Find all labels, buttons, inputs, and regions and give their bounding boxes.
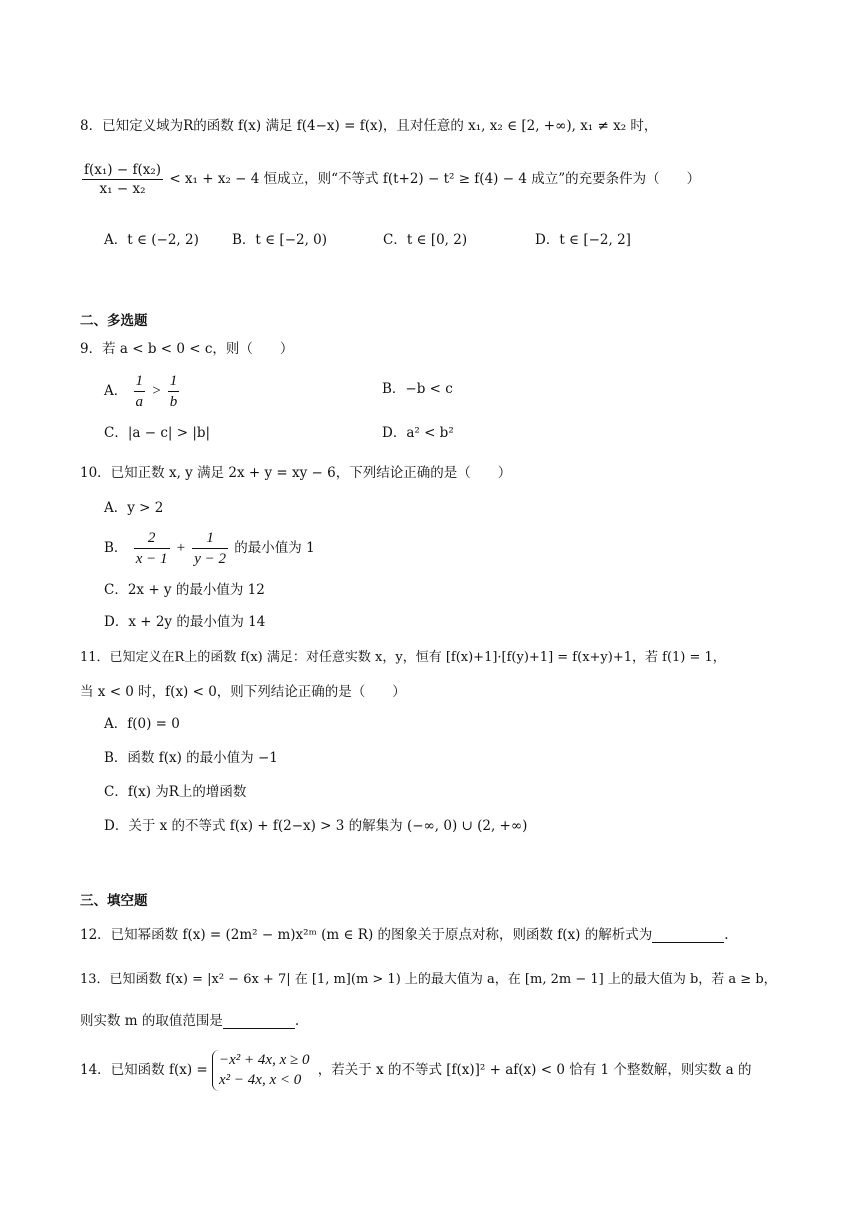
q11-option-a: A．f(0) = 0: [104, 716, 180, 732]
q10-option-d: D．x + 2y 的最小值为 14: [104, 614, 266, 630]
q10-option-b: [104, 529, 315, 568]
q8-option-d: D．t ∈ [−2, 2]: [535, 232, 631, 248]
q10-option-c: C．2x + y 的最小值为 12: [104, 582, 265, 598]
q12-end: .: [724, 927, 729, 943]
section-multiple-choice-heading: 二、多选题: [80, 313, 148, 329]
q10-option-b-frac1: [134, 529, 170, 568]
q8-fraction-denominator: x₁ − x₂: [99, 181, 146, 198]
q8-line2-rest: < x₁ + x₂ − 4 恒成立，则“不等式 f(t+2) − t² ≥ f(4) − 4 成立”的充要条件为（ ）: [169, 171, 701, 188]
q11-line2: 当 x < 0 时，f(x) < 0，则下列结论正确的是（ ）: [80, 684, 406, 700]
q10-frac2-den: y − 2: [194, 551, 226, 567]
q13-line1: 13．已知函数 f(x) = |x² − 6x + 7| 在 [1, m](m > 1) 上的最大值为 a，在 [m, 2m − 1] 上的最大值为 b，若 a ≥ b，: [80, 972, 777, 987]
q9-option-a-label: A．: [104, 383, 128, 399]
q10-stem: 10．已知正数 x, y 满足 2x + y = xy − 6，下列结论正确的是（ ）: [80, 465, 512, 481]
q9-frac1-den: a: [135, 394, 144, 410]
q9-option-a: [104, 372, 181, 411]
q8-option-c: C．t ∈ [0, 2): [383, 232, 468, 248]
q10-option-b-tail: 的最小值为 1: [234, 540, 315, 556]
q9-option-c: C．|a − c| > |b|: [104, 425, 211, 441]
q14-case-2: x² − 4x, x < 0: [219, 1072, 302, 1089]
q13-end: .: [294, 1013, 300, 1029]
q14-piecewise-cases: [212, 1050, 313, 1091]
q11-option-c: C．f(x) 为R上的增函数: [104, 784, 247, 800]
section-fill-blank-heading: 三、填空题: [80, 893, 148, 909]
q9-frac2-den: b: [169, 394, 178, 410]
q9-frac1-num: 1: [134, 372, 146, 392]
q10-option-b-frac2: [192, 529, 228, 568]
q9-option-a-gt: >: [151, 383, 162, 399]
q10-option-b-label: B．: [104, 540, 128, 556]
q8-line2: [80, 162, 700, 197]
q8-option-b: B．t ∈ [−2, 0): [232, 232, 328, 248]
q13-line2-text: 则实数 m 的取值范围是: [80, 1013, 223, 1029]
q9-stem: 9．若 a < b < 0 < c，则（ ）: [80, 341, 294, 357]
q10-frac2-num: 1: [192, 529, 228, 549]
q10-frac1-num: 2: [134, 529, 170, 549]
q14-tail: ，若关于 x 的不等式 [f(x)]² + af(x) < 0 恰有 1 个整数解，则实数 a 的: [317, 1061, 752, 1078]
q12-line: [80, 927, 729, 943]
q9-option-a-frac2: [168, 372, 180, 411]
q14-case-1: −x² + 4x, x ≥ 0: [219, 1052, 310, 1068]
q8-line1: 8．已知定义域为R的函数 f(x) 满足 f(4−x) = f(x)，且对任意的 x₁, x₂ ∈ [2, +∞), x₁ ≠ x₂ 时，: [80, 118, 658, 134]
q10-frac1-den: x − 1: [135, 551, 168, 567]
q8-option-a: A．t ∈ (−2, 2): [104, 232, 199, 248]
q11-line1: 11．已知定义在R上的函数 f(x) 满足：对任意实数 x，y，恒有 [f(x)+1]·[f(y)+1] = f(x+y)+1，若 f(1) = 1，: [80, 650, 726, 665]
q12-answer-blank: [652, 928, 724, 943]
q14-line: [80, 1050, 752, 1091]
q10-option-a: A．y > 2: [104, 500, 164, 516]
q14-head: 14．已知函数 f(x) =: [80, 1061, 208, 1078]
q13-line2: [80, 1013, 299, 1029]
q9-option-b: B．−b < c: [382, 381, 453, 397]
q9-option-d: D．a² < b²: [382, 425, 454, 441]
q12-text: 12．已知幂函数 f(x) = (2m² − m)x²ᵐ (m ∈ R) 的图象关于原点对称，则函数 f(x) 的解析式为: [80, 927, 653, 943]
q8-fraction: [82, 162, 163, 197]
q8-fraction-numerator: f(x₁) − f(x₂): [82, 162, 163, 180]
q9-frac2-num: 1: [168, 372, 180, 392]
q9-option-a-frac1: [134, 372, 146, 411]
q10-option-b-plus: +: [175, 540, 186, 556]
q11-option-b: B．函数 f(x) 的最小值为 −1: [104, 750, 278, 766]
q11-option-d: D．关于 x 的不等式 f(x) + f(2−x) > 3 的解集为 (−∞, 0) ∪ (2, +∞): [104, 818, 528, 834]
q13-answer-blank: [223, 1014, 295, 1029]
